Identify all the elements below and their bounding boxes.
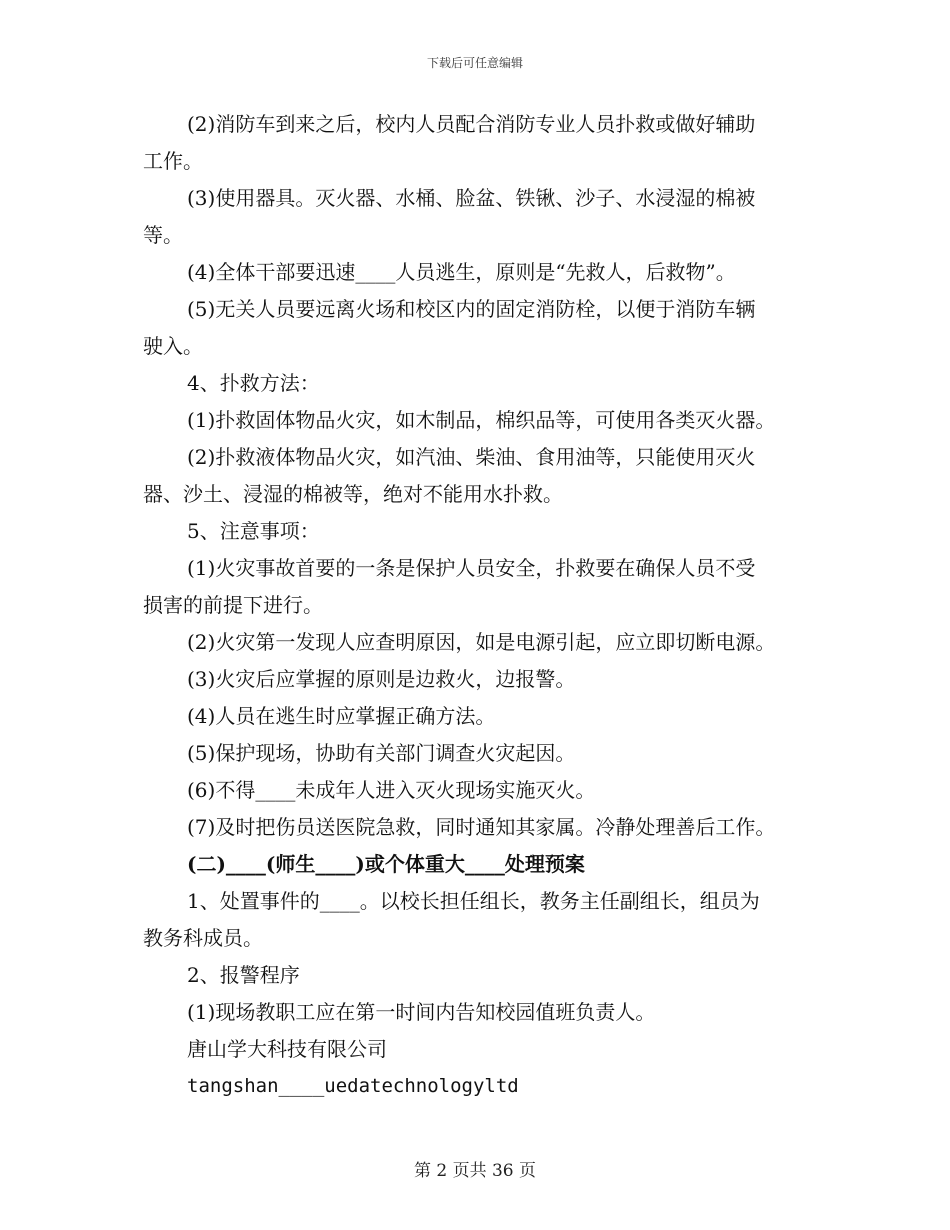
text-line: (2)扑救液体物品火灾，如汽油、柴油、食用油等，只能使用灭火 xyxy=(187,445,756,469)
text-line: (5)保护现场，协助有关部门调查火灾起因。 xyxy=(187,741,576,765)
text-line: 5、注意事项： xyxy=(187,519,320,543)
text-line: (1)扑救固体物品火灾，如木制品，棉织品等，可使用各类灭火器。 xyxy=(187,408,776,432)
text-line: (3)使用器具。灭火器、水桶、脸盆、铁锹、沙子、水浸湿的棉被 xyxy=(187,186,756,210)
text-line: (2)消防车到来之后，校内人员配合消防专业人员扑救或做好辅助 xyxy=(187,112,756,136)
text-line: (7)及时把伤员送医院急救，同时通知其家属。冷静处理善后工作。 xyxy=(187,815,776,839)
text-line: (5)无关人员要远离火场和校区内的固定消防栓，以便于消防车辆 xyxy=(187,297,756,321)
text-line: (2)火灾第一发现人应查明原因，如是电源引起，应立即切断电源。 xyxy=(187,630,776,654)
page-footer: 第 2 页共 36 页 xyxy=(413,1161,537,1181)
text-line: (6)不得____未成年人进入灭火现场实施灭火。 xyxy=(187,778,596,802)
text-line: 1、处置事件的____。以校长担任组长，教务主任副组长，组员为 xyxy=(187,889,760,913)
page-header: 下载后可任意编辑 xyxy=(426,56,523,70)
document-body xyxy=(143,106,815,1105)
text-line: (4)人员在逃生时应掌握正确方法。 xyxy=(187,704,496,728)
text-line: 工作。 xyxy=(143,149,203,173)
text-line: (1)现场教职工应在第一时间内告知校园值班负责人。 xyxy=(187,1000,656,1024)
text-line: (3)火灾后应掌握的原则是边救火，边报警。 xyxy=(187,667,576,691)
text-line: 驶入。 xyxy=(143,334,203,358)
text-line: (4)全体干部要迅速____人员逃生，原则是“先救人，后救物”。 xyxy=(187,260,736,284)
text-line: 器、沙土、浸湿的棉被等，绝对不能用水扑救。 xyxy=(143,482,563,506)
text-line: tangshan____uedatechnologyltd xyxy=(187,1075,519,1097)
section-heading: (二)____(师生____)或个体重大____处理预案 xyxy=(187,852,585,876)
text-line: 唐山学大科技有限公司 xyxy=(187,1037,387,1061)
text-line: (1)火灾事故首要的一条是保护人员安全，扑救要在确保人员不受 xyxy=(187,556,756,580)
text-line: 4、扑救方法： xyxy=(187,371,320,395)
text-line: 2、报警程序 xyxy=(187,963,300,987)
text-line: 损害的前提下进行。 xyxy=(143,593,323,617)
text-line: 等。 xyxy=(143,223,183,247)
text-line: 教务科成员。 xyxy=(143,926,263,950)
